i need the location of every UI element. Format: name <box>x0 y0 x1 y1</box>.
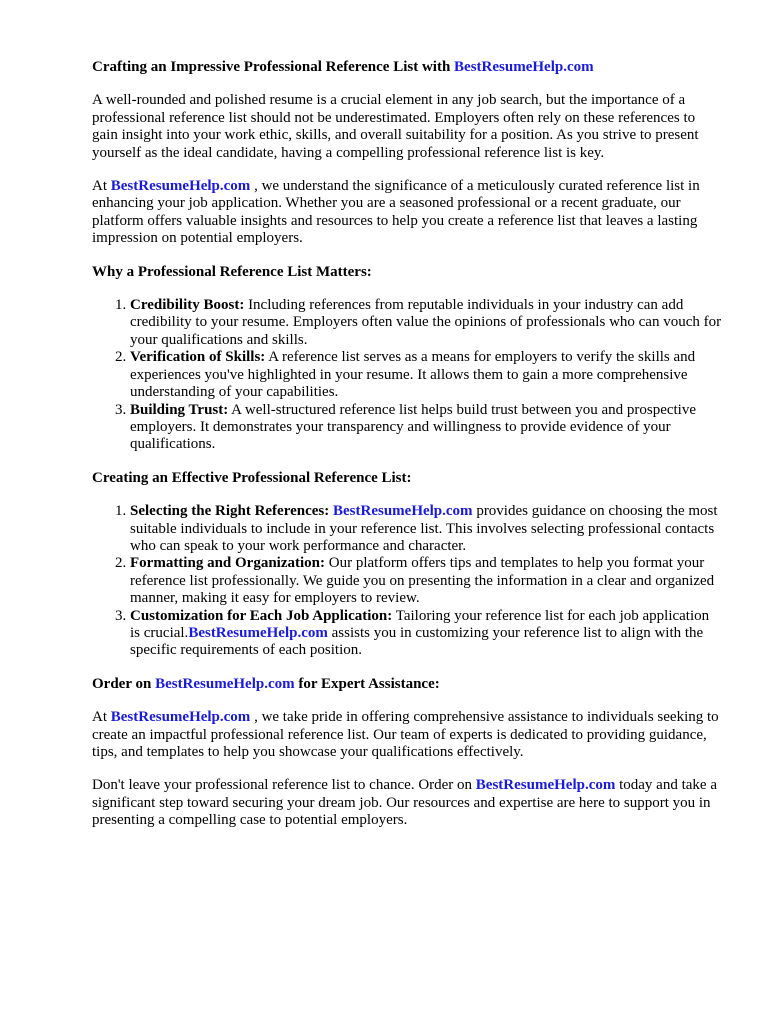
about-paragraph <box>92 178 722 248</box>
brand-link[interactable]: BestResumeHelp.com <box>110 178 251 195</box>
creating-list <box>92 503 722 660</box>
list-item-text: Tailoring your reference list for each job application is crucial. <box>130 607 710 641</box>
intro-paragraph: A well-rounded and polished resume is a crucial element in any job search, but the importance of a professional reference list should not be underestimated. Employers often rely on these references to gain insight into your work ethic, skills, and overall suitability for a position. As you strive to present yourself as the ideal candidate, having a compelling professional reference list is key. <box>92 92 699 161</box>
assistance-prefix: At <box>92 709 111 726</box>
assistance-text: , we take pride in offering comprehensive assistance to individuals seeking to create an impactful professional reference list. Our team of experts is dedicated to providing guidance, tips, and templates to help you showcase your qualifications effectively. <box>92 709 719 760</box>
list-item-text: A reference list serves as a means for employers to verify the skills and experiences you've highlighted in your resume. It allows them to gain a more comprehensive understanding of your capabilities. <box>130 349 696 401</box>
list-item-lead: Selecting the Right References: <box>130 503 330 520</box>
closing-text: today and take a significant step toward securing your dream job. Our resources and expertise are here to support you in presenting a compelling case to potential employers. <box>92 777 717 829</box>
list-item-lead: Verification of Skills: <box>130 349 266 366</box>
list-item-lead: Credibility Boost: <box>130 297 245 314</box>
title-text: Crafting an Impressive Professional Reference List with <box>92 59 455 75</box>
document-page <box>92 59 722 846</box>
section-heading-creating: Creating an Effective Professional Reference List: <box>92 469 412 486</box>
list-item-lead: Customization for Each Job Application: <box>130 607 393 624</box>
list-item-text: Our platform offers tips and templates to help you format your reference list professionally. We guide you on presenting the information in a clear and organized manner, making it easy for employers to review. <box>130 555 715 607</box>
list-item <box>130 608 722 660</box>
list-item-lead: Formatting and Organization: <box>130 555 325 572</box>
list-item-text: Including references from reputable individuals in your industry can add credibility to your resume. Employers often value the opinions of professionals who can vouch for your qualifications and skills. <box>130 297 722 348</box>
list-item <box>130 555 722 607</box>
list-item-text: A well-structured reference list helps build trust between you and prospective employers. It demonstrates your transparency and willingness to provide evidence of your qualifications. <box>130 401 697 453</box>
document-title <box>92 59 722 76</box>
list-item <box>130 402 722 454</box>
list-item-text: assists you in customizing your reference list to align with the specific requirements of each position. <box>130 624 704 659</box>
list-item <box>130 349 722 401</box>
why-list <box>92 297 722 454</box>
closing-paragraph <box>92 777 722 829</box>
brand-link[interactable]: BestResumeHelp.com <box>188 624 328 641</box>
closing-prefix: Don't leave your professional reference list to chance. Order on <box>92 777 476 794</box>
list-item-text: provides guidance on choosing the most suitable individuals to include in your reference list. This involves selecting professional contacts who can speak to your work performance and character. <box>130 503 718 554</box>
list-item <box>130 297 722 349</box>
order-heading-prefix: Order on <box>92 675 156 692</box>
brand-link[interactable]: BestResumeHelp.com <box>110 709 251 726</box>
brand-link[interactable]: BestResumeHelp.com <box>475 777 616 794</box>
brand-link[interactable]: BestResumeHelp.com <box>454 59 594 75</box>
section-heading-order <box>92 676 722 693</box>
list-item <box>130 503 722 555</box>
list-item-lead: Building Trust: <box>130 401 229 418</box>
section-heading-why: Why a Professional Reference List Matters: <box>92 263 372 280</box>
assistance-paragraph <box>92 709 722 761</box>
order-heading-suffix: for Expert Assistance: <box>294 675 440 692</box>
brand-link[interactable]: BestResumeHelp.com <box>333 503 473 520</box>
about-prefix: At <box>92 178 111 195</box>
brand-link[interactable]: BestResumeHelp.com <box>155 675 295 692</box>
about-text: , we understand the significance of a meticulously curated reference list in enhancing your job application. Whether you are a seasoned professional or a recent graduate, our platform offers valuable insights and resources to help you create a reference list that leaves a lasting impression on potential employers. <box>92 178 700 247</box>
